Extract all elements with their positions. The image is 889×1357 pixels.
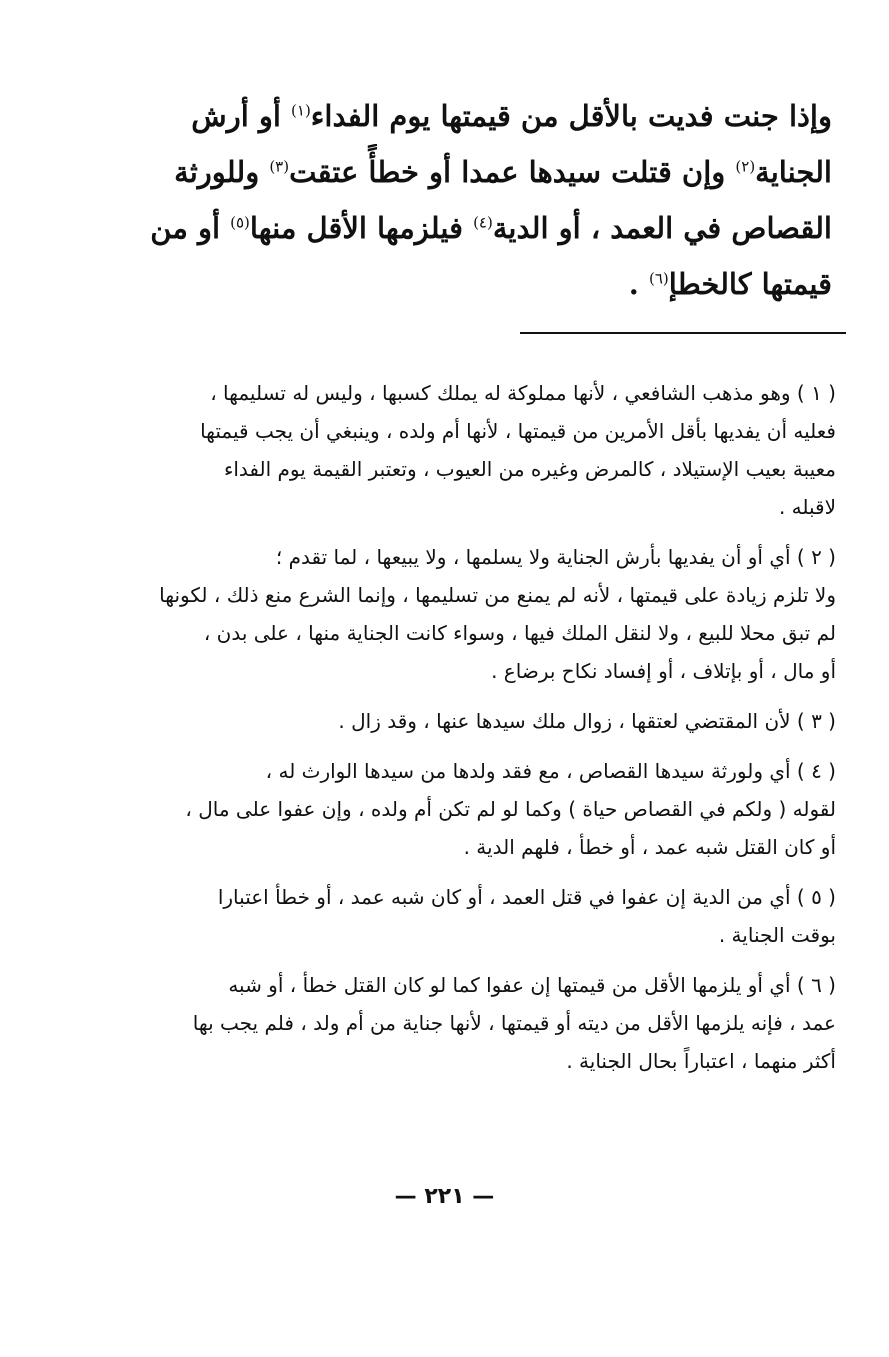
page-number: — ٢٢١ — [394, 1184, 495, 1209]
footnote-line: لم تبق محلا للبيع ، ولا لنقل الملك فيها ، وسواء كانت الجناية منها ، على بدن ، [203, 621, 836, 645]
footnote-line: فعليه أن يفديها بأقل الأمرين من قيمتها ، لأنها أم ولده ، وينبغي أن يجب قيمتها [200, 419, 836, 443]
main-line [104, 256, 832, 312]
footnote-line: بوقت الجناية . [718, 923, 836, 947]
main-text-segment: أو من [150, 211, 231, 245]
main-line [104, 88, 832, 144]
main-text-segment: وإذا جنت فديت بالأقل من قيمتها يوم الفداء [310, 99, 832, 133]
main-line [104, 200, 832, 256]
footnote-line: لقوله ( ولكم في القصاص حياة ) وكما لو لم تكن أم ولده ، وإن عفوا على مال ، [185, 797, 836, 821]
main-text-segment: وإن قتلت سيدها عمدا أو خطأً عتقت [289, 155, 736, 189]
main-text-segment: القصاص في العمد ، أو الدية [492, 211, 832, 245]
footnote-line: ( ١ ) وهو مذهب الشافعي ، لأنها مملوكة له يملك كسبها ، وليس له تسليمها ، [210, 381, 836, 405]
footnote-line: ( ٢ ) أي أو أن يفديها بأرش الجناية ولا يسلمها ، ولا يبيعها ، لما تقدم ؛ [275, 545, 836, 569]
footnote-line: ولا تلزم زيادة على قيمتها ، لأنه لم يمنع من تسليمها ، وإنما الشرع منع ذلك ، لكونها [159, 583, 836, 607]
footnote-ref-4: (٤) [473, 213, 493, 232]
footnote-line: معيبة بعيب الإستيلاد ، كالمرض وغيره من العيوب ، وتعتبر القيمة يوم الفداء [223, 457, 836, 481]
footnote-line: عمد ، فإنه يلزمها الأقل من ديته أو قيمتها ، لأنها جناية من أم ولد ، فلم يجب بها [192, 1011, 836, 1035]
footnote-ref-2: (٢) [735, 157, 756, 176]
footnotes-section [74, 374, 836, 1092]
footnote-line: أكثر منهما ، اعتباراً بحال الجناية . [566, 1049, 836, 1073]
footnote-divider [520, 332, 846, 334]
main-text-segment: . [628, 267, 649, 301]
footnote-line: ( ٥ ) أي من الدية إن عفوا في قتل العمد ، أو كان شبه عمد ، أو خطأ اعتبارا [217, 885, 836, 909]
main-text-segment: فيلزمها الأقل منها [249, 211, 474, 245]
main-text-segment: قيمتها كالخطإ [668, 267, 832, 301]
footnote-4 [74, 752, 836, 866]
footnote-6 [74, 966, 836, 1080]
footnote-ref-5: (٥) [230, 213, 250, 232]
main-text-segment: أو أرش [191, 99, 292, 133]
main-text-segment: الجناية [755, 155, 832, 189]
main-text [104, 88, 832, 312]
footnote-ref-1: (١) [291, 101, 311, 120]
footnote-ref-6: (٦) [648, 269, 669, 288]
footnote-5 [74, 878, 836, 954]
footnote-line: لاقبله . [778, 495, 836, 519]
footnote-1 [74, 374, 836, 526]
footnote-line: أو كان القتل شبه عمد ، أو خطأ ، فلهم الدية . [463, 835, 836, 859]
main-line [104, 144, 832, 200]
footnote-line: ( ٣ ) لأن المقتضي لعتقها ، زوال ملك سيدها عنها ، وقد زال . [338, 709, 836, 733]
footnote-line: أو مال ، أو بإتلاف ، أو إفساد نكاح برضاع . [491, 659, 836, 683]
main-text-segment: وللورثة [174, 155, 270, 189]
footnote-line: ( ٤ ) أي ولورثة سيدها القصاص ، مع فقد ولدها من سيدها الوارث له ، [265, 759, 836, 783]
footnote-3 [74, 702, 836, 740]
footnote-line: ( ٦ ) أي أو يلزمها الأقل من قيمتها إن عفوا كما لو كان القتل خطأ ، أو شبه [228, 973, 836, 997]
footnote-ref-3: (٣) [269, 157, 290, 176]
footnote-2 [74, 538, 836, 690]
